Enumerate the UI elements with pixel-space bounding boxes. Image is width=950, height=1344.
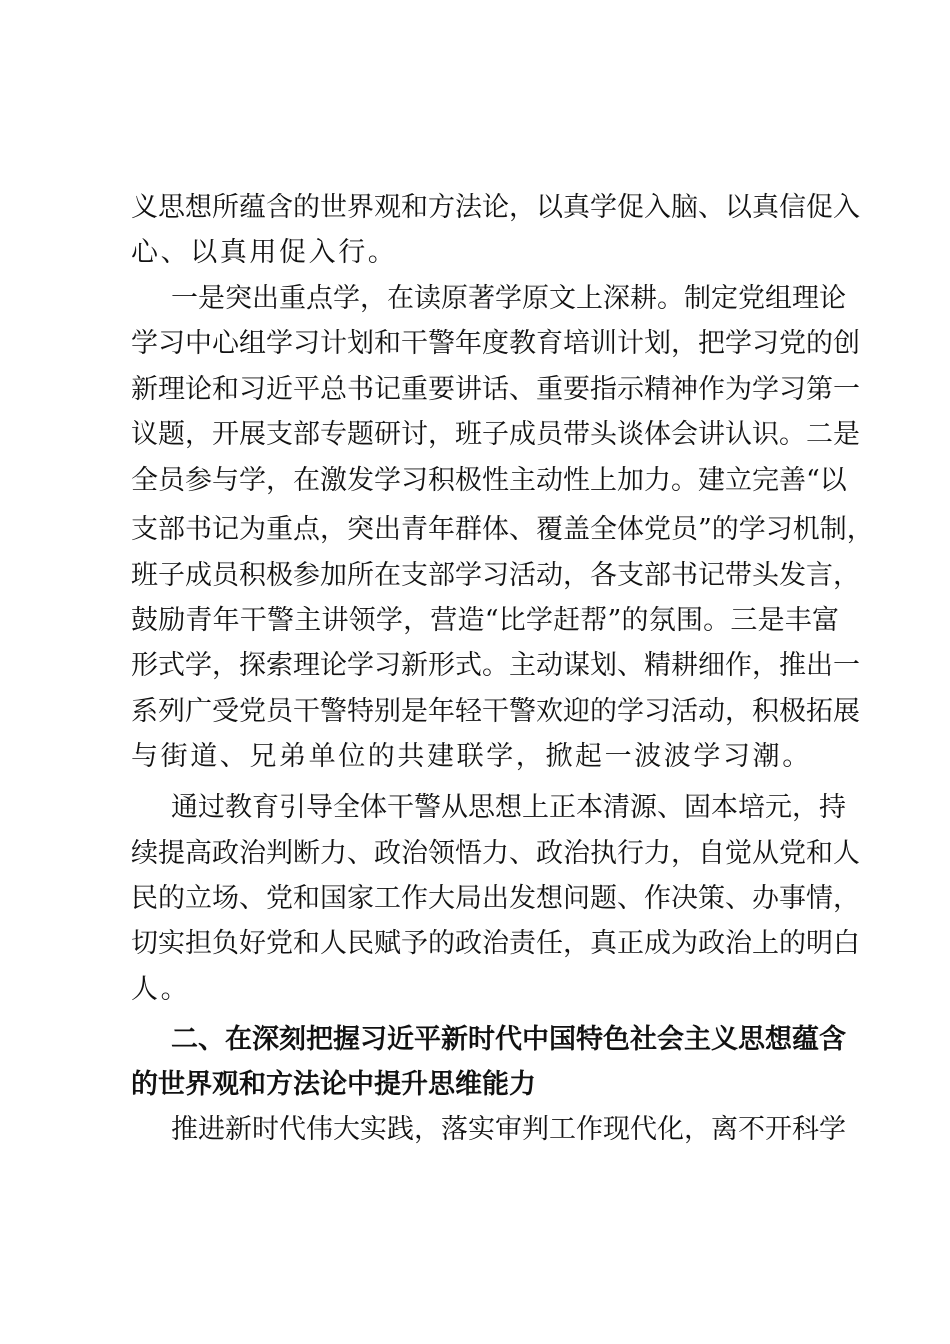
body-line: 鼓励青年干警主讲领学，营造“比学赶帮”的氛围。三是丰富 xyxy=(131,605,839,636)
body-line: 义思想所蕴含的世界观和方法论，以真学促入脑、以真信促入 xyxy=(131,192,860,223)
body-line: 学习中心组学习计划和干警年度教育培训计划，把学习党的创 xyxy=(131,328,860,359)
body-line: 人。 xyxy=(131,974,191,1005)
body-line: 支部书记为重点，突出青年群体、覆盖全体党员”的学习机制， xyxy=(131,514,874,545)
paragraph-start: 一是突出重点学，在读原著学原文上深耕。制定党组理论 xyxy=(171,283,846,314)
body-line: 切实担负好党和人民赋予的政治责任，真正成为政治上的明白 xyxy=(131,928,860,959)
section-heading: 二、在深刻把握习近平新时代中国特色社会主义思想蕴含 xyxy=(171,1024,846,1055)
body-line: 班子成员积极参加所在支部学习活动，各支部书记带头发言， xyxy=(131,560,860,591)
body-line: 议题，开展支部专题研讨，班子成员带头谈体会讲认识。二是 xyxy=(131,419,860,450)
section-heading-cont: 的世界观和方法论中提升思维能力 xyxy=(131,1069,536,1100)
body-line: 心、以真用促入行。 xyxy=(131,237,398,268)
body-line: 续提高政治判断力、政治领悟力、政治执行力，自觉从党和人 xyxy=(131,838,860,869)
body-line: 新理论和习近平总书记重要讲话、重要指示精神作为学习第一 xyxy=(131,374,860,405)
body-line: 与街道、兄弟单位的共建联学，掀起一波波学习潮。 xyxy=(131,741,812,772)
paragraph-start: 通过教育引导全体干警从思想上正本清源、固本培元，持 xyxy=(171,792,846,823)
paragraph-start: 推进新时代伟大实践，落实审判工作现代化，离不开科学 xyxy=(171,1114,846,1145)
body-line: 形式学，探索理论学习新形式。主动谋划、精耕细作，推出一 xyxy=(131,650,860,681)
body-line: 系列广受党员干警特别是年轻干警欢迎的学习活动，积极拓展 xyxy=(131,696,860,727)
body-line: 全员参与学，在激发学习积极性主动性上加力。建立完善“以 xyxy=(131,465,847,496)
body-line: 民的立场、党和国家工作大局出发想问题、作决策、办事情， xyxy=(131,883,860,914)
